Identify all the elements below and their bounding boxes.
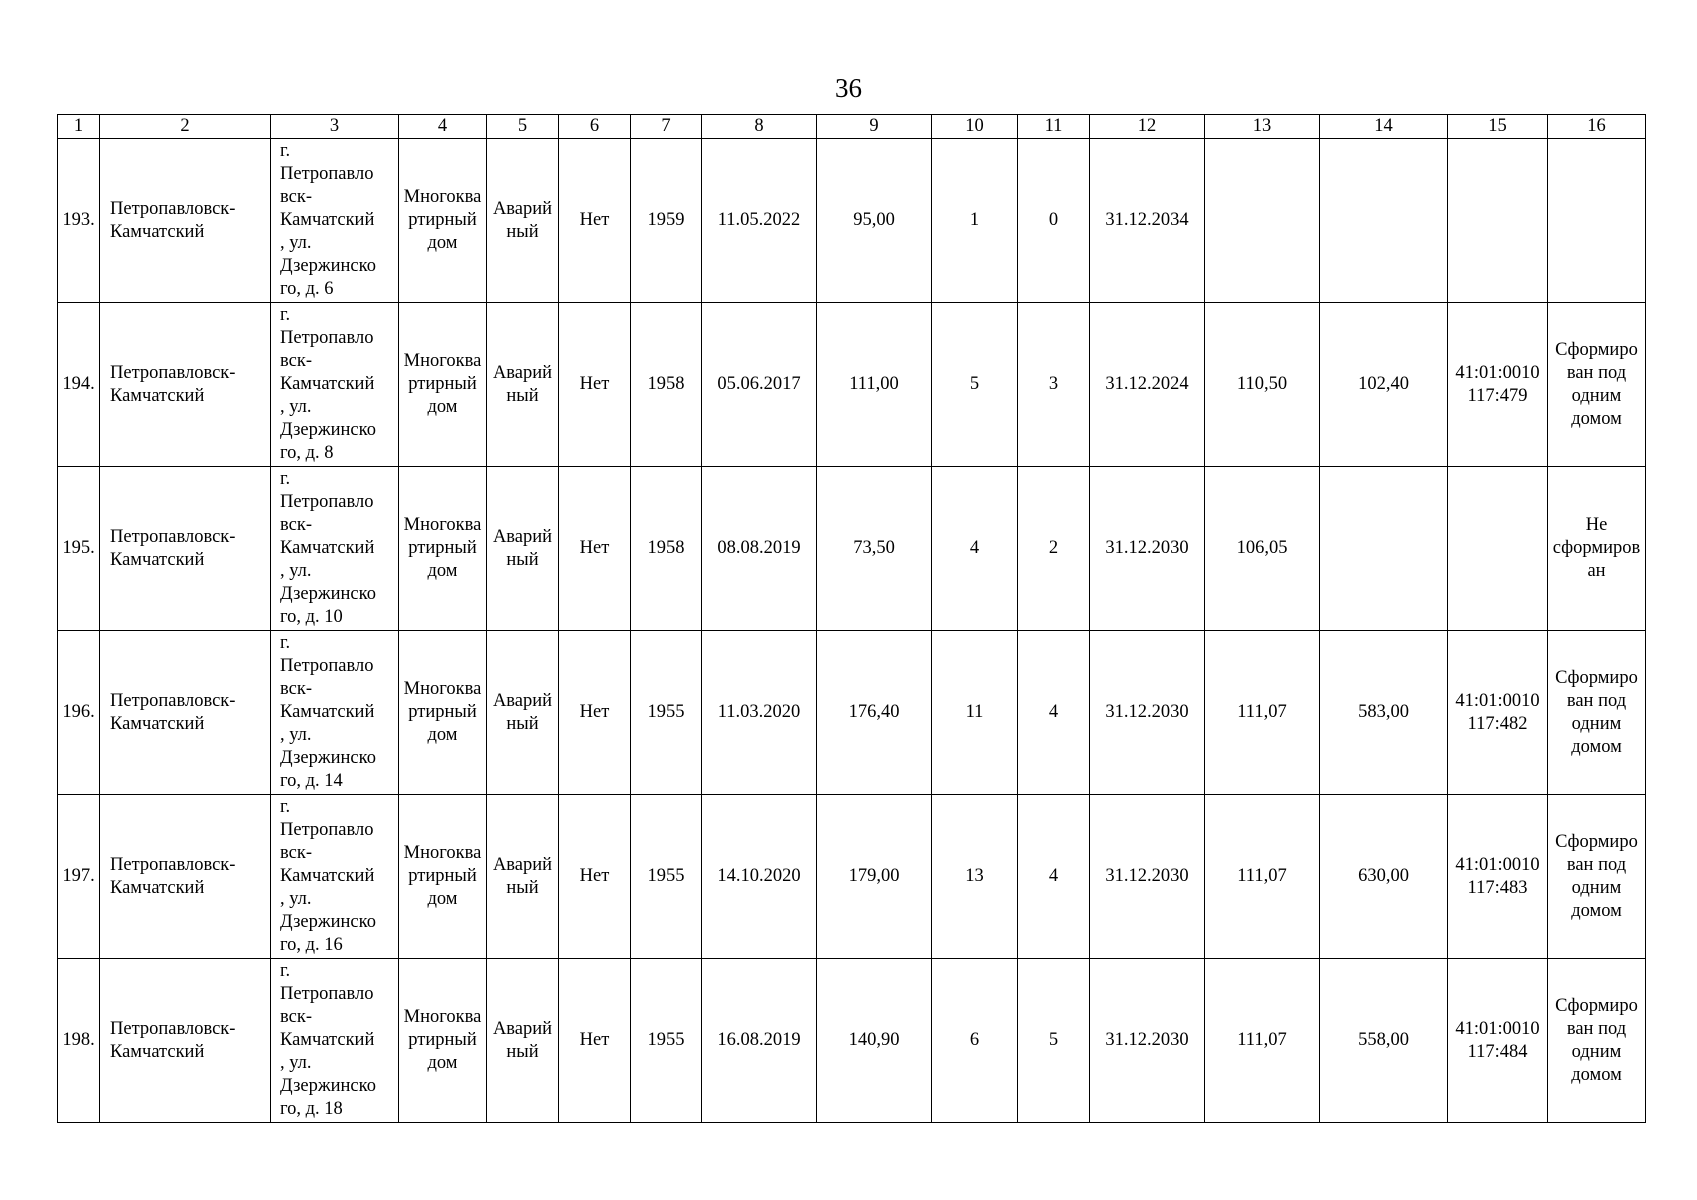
cadastral-number-cell — [1448, 631, 1548, 795]
recognition-date-cell — [702, 959, 817, 1123]
page-number: 36 — [835, 73, 862, 103]
premises: 4 — [1048, 702, 1059, 722]
value-cell — [1205, 631, 1320, 795]
column-number: 2 — [100, 115, 271, 139]
land-area: 583,00 — [1358, 702, 1409, 722]
flag: Нет — [579, 538, 610, 558]
municipality: Петропавловск- Камчатский — [110, 690, 236, 734]
address-cell — [271, 795, 399, 959]
address-cell — [271, 959, 399, 1123]
building-type-cell — [399, 139, 487, 303]
year: 1955 — [647, 1030, 685, 1050]
condition-cell — [487, 303, 559, 467]
recognition-date-cell — [702, 631, 817, 795]
year: 1959 — [647, 210, 685, 230]
municipality-cell — [100, 139, 271, 303]
value: 106,05 — [1236, 538, 1288, 558]
deadline-date: 31.12.2030 — [1105, 702, 1189, 722]
municipality: Петропавловск- Камчатский — [110, 526, 236, 570]
municipality-cell — [100, 795, 271, 959]
column-number: 15 — [1448, 115, 1548, 139]
year-cell — [631, 303, 702, 467]
deadline-date-cell — [1090, 795, 1205, 959]
flag: Нет — [579, 866, 610, 886]
column-number: 10 — [932, 115, 1018, 139]
condition-cell — [487, 959, 559, 1123]
land-status-cell — [1548, 631, 1646, 795]
flag: Нет — [579, 210, 610, 230]
area-cell — [817, 467, 932, 631]
column-number: 14 — [1320, 115, 1448, 139]
address-cell — [271, 303, 399, 467]
residents-cell — [932, 795, 1018, 959]
column-number: 16 — [1548, 115, 1646, 139]
building-type: Многоква ртирный дом — [403, 679, 482, 745]
cadastral-number-cell — [1448, 959, 1548, 1123]
address: г. Петропавло вск- Камчатский , ул. Дзержинско го, д. 10 — [280, 469, 376, 627]
year-cell — [631, 959, 702, 1123]
cadastral-number-cell — [1448, 139, 1548, 303]
value: 111,07 — [1237, 702, 1287, 722]
year-cell — [631, 467, 702, 631]
column-number: 11 — [1018, 115, 1090, 139]
municipality-cell — [100, 959, 271, 1123]
row-number-cell — [58, 795, 100, 959]
row-number-cell — [58, 631, 100, 795]
residents-cell — [932, 631, 1018, 795]
premises: 3 — [1048, 374, 1059, 394]
residents: 1 — [969, 210, 980, 230]
premises-cell — [1018, 139, 1090, 303]
column-number: 12 — [1090, 115, 1205, 139]
row-number: 193. — [62, 210, 95, 230]
address: г. Петропавло вск- Камчатский , ул. Дзержинско го, д. 16 — [280, 797, 376, 955]
table-row — [58, 959, 1646, 1123]
municipality-cell — [100, 631, 271, 795]
address-cell — [271, 467, 399, 631]
row-number-cell — [58, 959, 100, 1123]
building-type-cell — [399, 959, 487, 1123]
deadline-date: 31.12.2024 — [1105, 374, 1189, 394]
recognition-date: 16.08.2019 — [717, 1030, 801, 1050]
deadline-date-cell — [1090, 631, 1205, 795]
building-type-cell — [399, 631, 487, 795]
year-cell — [631, 631, 702, 795]
recognition-date-cell — [702, 139, 817, 303]
residents: 11 — [965, 702, 984, 722]
condition: Аварий ный — [492, 526, 553, 570]
cadastral-number: 41:01:0010 117:483 — [1455, 854, 1540, 898]
premises-cell — [1018, 795, 1090, 959]
flag-cell — [559, 467, 631, 631]
building-type-cell — [399, 795, 487, 959]
premises-cell — [1018, 467, 1090, 631]
address-cell — [271, 631, 399, 795]
building-type: Многоква ртирный дом — [403, 187, 482, 253]
area-cell — [817, 959, 932, 1123]
deadline-date-cell — [1090, 959, 1205, 1123]
column-number: 8 — [702, 115, 817, 139]
column-number: 6 — [559, 115, 631, 139]
housing-registry-table — [57, 114, 1646, 1123]
premises: 0 — [1048, 210, 1059, 230]
premises-cell — [1018, 631, 1090, 795]
deadline-date: 31.12.2034 — [1105, 210, 1189, 230]
flag-cell — [559, 795, 631, 959]
land-area-cell — [1320, 959, 1448, 1123]
area-cell — [817, 795, 932, 959]
recognition-date: 05.06.2017 — [717, 374, 801, 394]
condition-cell — [487, 795, 559, 959]
year-cell — [631, 139, 702, 303]
premises: 4 — [1048, 866, 1059, 886]
condition-cell — [487, 139, 559, 303]
deadline-date-cell — [1090, 139, 1205, 303]
land-area-cell — [1320, 303, 1448, 467]
value: 110,50 — [1236, 374, 1288, 394]
land-status: Сформиро ван под одним домом — [1555, 667, 1638, 757]
cadastral-number-cell — [1448, 467, 1548, 631]
flag-cell — [559, 631, 631, 795]
municipality-cell — [100, 303, 271, 467]
building-type-cell — [399, 467, 487, 631]
value-cell — [1205, 795, 1320, 959]
flag-cell — [559, 959, 631, 1123]
row-number: 194. — [62, 374, 95, 394]
flag: Нет — [579, 374, 610, 394]
land-status-cell — [1548, 795, 1646, 959]
land-status: Не сформиров ан — [1552, 515, 1641, 581]
recognition-date: 08.08.2019 — [717, 538, 801, 558]
area: 95,00 — [853, 210, 895, 230]
row-number: 197. — [62, 866, 95, 886]
column-number: 9 — [817, 115, 932, 139]
value-cell — [1205, 959, 1320, 1123]
year: 1955 — [647, 702, 685, 722]
cadastral-number-cell — [1448, 303, 1548, 467]
year-cell — [631, 795, 702, 959]
area-cell — [817, 631, 932, 795]
area-cell — [817, 303, 932, 467]
area-cell — [817, 139, 932, 303]
flag-cell — [559, 139, 631, 303]
year: 1958 — [647, 374, 685, 394]
land-status: Сформиро ван под одним домом — [1555, 995, 1638, 1085]
row-number: 196. — [62, 702, 95, 722]
address: г. Петропавло вск- Камчатский , ул. Дзержинско го, д. 18 — [280, 961, 376, 1119]
building-type: Многоква ртирный дом — [403, 351, 482, 417]
land-area-cell — [1320, 467, 1448, 631]
land-area: 558,00 — [1358, 1030, 1409, 1050]
municipality-cell — [100, 467, 271, 631]
row-number-cell — [58, 303, 100, 467]
building-type: Многоква ртирный дом — [403, 1007, 482, 1073]
cadastral-number-cell — [1448, 795, 1548, 959]
row-number-cell — [58, 467, 100, 631]
residents-cell — [932, 959, 1018, 1123]
recognition-date-cell — [702, 795, 817, 959]
row-number: 195. — [62, 538, 95, 558]
value-cell — [1205, 139, 1320, 303]
residents: 13 — [965, 866, 984, 886]
cadastral-number: 41:01:0010 117:479 — [1455, 362, 1540, 406]
column-number: 13 — [1205, 115, 1320, 139]
condition: Аварий ный — [492, 854, 553, 898]
land-area-cell — [1320, 795, 1448, 959]
condition-cell — [487, 631, 559, 795]
flag: Нет — [579, 702, 610, 722]
flag: Нет — [579, 1030, 610, 1050]
land-area-cell — [1320, 631, 1448, 795]
address: г. Петропавло вск- Камчатский , ул. Дзержинско го, д. 8 — [280, 305, 376, 463]
table-row — [58, 139, 1646, 303]
premises-cell — [1018, 303, 1090, 467]
deadline-date: 31.12.2030 — [1105, 1030, 1189, 1050]
row-number: 198. — [62, 1030, 95, 1050]
table-row — [58, 467, 1646, 631]
land-status: Сформиро ван под одним домом — [1555, 831, 1638, 921]
recognition-date-cell — [702, 303, 817, 467]
row-number-cell — [58, 139, 100, 303]
value-cell — [1205, 303, 1320, 467]
land-status-cell — [1548, 139, 1646, 303]
land-status: Сформиро ван под одним домом — [1555, 339, 1638, 429]
condition: Аварий ный — [492, 198, 553, 242]
deadline-date-cell — [1090, 303, 1205, 467]
recognition-date: 11.03.2020 — [717, 702, 801, 722]
building-type-cell — [399, 303, 487, 467]
address-cell — [271, 139, 399, 303]
deadline-date: 31.12.2030 — [1105, 866, 1189, 886]
table-row — [58, 631, 1646, 795]
deadline-date-cell — [1090, 467, 1205, 631]
value-cell — [1205, 467, 1320, 631]
column-number: 3 — [271, 115, 399, 139]
condition-cell — [487, 467, 559, 631]
recognition-date: 11.05.2022 — [717, 210, 801, 230]
column-number-row — [58, 115, 1646, 139]
area: 111,00 — [849, 374, 899, 394]
condition: Аварий ный — [492, 1018, 553, 1062]
area: 179,00 — [848, 866, 900, 886]
recognition-date: 14.10.2020 — [717, 866, 801, 886]
land-status-cell — [1548, 467, 1646, 631]
building-type: Многоква ртирный дом — [403, 515, 482, 581]
condition: Аварий ный — [492, 690, 553, 734]
column-number: 4 — [399, 115, 487, 139]
cadastral-number: 41:01:0010 117:484 — [1455, 1018, 1540, 1062]
municipality: Петропавловск- Камчатский — [110, 198, 236, 242]
value: 111,07 — [1237, 1030, 1287, 1050]
premises: 2 — [1048, 538, 1059, 558]
municipality: Петропавловск- Камчатский — [110, 362, 236, 406]
building-type: Многоква ртирный дом — [403, 843, 482, 909]
residents: 5 — [969, 374, 980, 394]
column-number: 5 — [487, 115, 559, 139]
column-number: 1 — [58, 115, 100, 139]
land-area-cell — [1320, 139, 1448, 303]
area: 73,50 — [853, 538, 895, 558]
residents-cell — [932, 467, 1018, 631]
year: 1955 — [647, 866, 685, 886]
residents-cell — [932, 303, 1018, 467]
table-row — [58, 795, 1646, 959]
residents-cell — [932, 139, 1018, 303]
residents: 4 — [969, 538, 980, 558]
residents: 6 — [969, 1030, 980, 1050]
table-row — [58, 303, 1646, 467]
year: 1958 — [647, 538, 685, 558]
municipality: Петропавловск- Камчатский — [110, 854, 236, 898]
condition: Аварий ный — [492, 362, 553, 406]
column-number: 7 — [631, 115, 702, 139]
municipality: Петропавловск- Камчатский — [110, 1018, 236, 1062]
address: г. Петропавло вск- Камчатский , ул. Дзержинско го, д. 14 — [280, 633, 376, 791]
area: 176,40 — [848, 702, 900, 722]
land-area: 102,40 — [1358, 374, 1409, 394]
flag-cell — [559, 303, 631, 467]
land-area: 630,00 — [1358, 866, 1409, 886]
premises: 5 — [1048, 1030, 1059, 1050]
land-status-cell — [1548, 303, 1646, 467]
recognition-date-cell — [702, 467, 817, 631]
area: 140,90 — [848, 1030, 900, 1050]
value: 111,07 — [1237, 866, 1287, 886]
cadastral-number: 41:01:0010 117:482 — [1455, 690, 1540, 734]
land-status-cell — [1548, 959, 1646, 1123]
address: г. Петропавло вск- Камчатский , ул. Дзержинско го, д. 6 — [280, 141, 376, 299]
premises-cell — [1018, 959, 1090, 1123]
deadline-date: 31.12.2030 — [1105, 538, 1189, 558]
